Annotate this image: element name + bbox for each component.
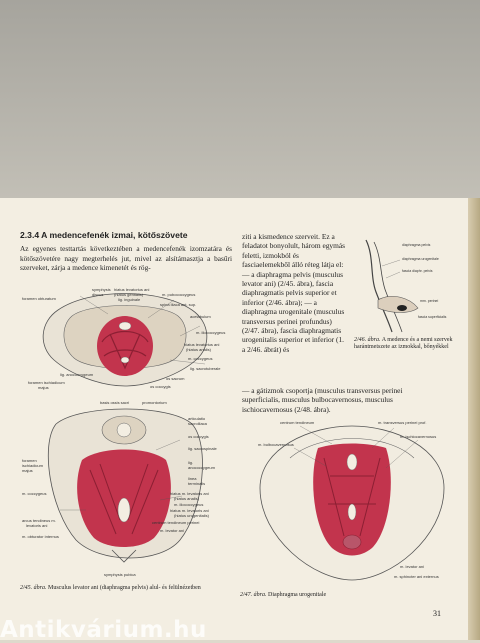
label-m-ischiocavernosus: m. ischiocavernosus — [400, 434, 437, 439]
label-hiatus-m-levatoris-2: hiatus m. levatoris ani — [170, 508, 209, 513]
label-spina-iliaca: spina iliaca ant. sup. — [160, 302, 197, 307]
label-centrum-tendineum: centrum tendineum perinei — [152, 520, 200, 525]
label-m-transversus-perinei: m. transversus perinei prof. — [378, 420, 427, 425]
caption-2-47 — [240, 592, 326, 598]
label-hiatus-m-levatoris: hiatus m. levatoris ani — [170, 491, 209, 496]
label-promontorium: promontorium — [142, 400, 167, 405]
label-terminalis: terminalis — [188, 481, 206, 486]
label-arcus-tendineus: arcus tendineus m. — [22, 518, 56, 523]
caption-2-45-text: Musculus levator ani (diaphragma pelvis) alul- és felülnézetben — [48, 585, 201, 591]
label-majus: majus — [38, 385, 49, 390]
label-lig-sacrospinale: lig. sacrospinale — [188, 446, 217, 451]
caption-2-45-number: 2/45. ábra. — [20, 585, 47, 591]
section-heading: 2.3.4 A medencefenék izmai, kötőszövete — [20, 230, 188, 240]
background-above-book — [0, 0, 480, 198]
label-hiatus-genitalis: (hiatus genitalis) — [114, 292, 144, 297]
caption-2-45 — [20, 585, 232, 591]
label-lig-anococcygeum: lig. anococcygeum — [60, 372, 94, 377]
label-levatoris-ani: levatoris ani — [26, 523, 48, 528]
page-edge — [468, 198, 480, 640]
figure-2-47 — [240, 418, 462, 588]
label-m-bulbocavernosus: m. bulbocavernosus — [258, 442, 294, 447]
label-os-sacrum: os sacrum — [166, 376, 185, 381]
label-foramen-obturatum: foramen obturatum — [22, 296, 56, 301]
label-fascia-diaphr-pelvis: fascia diaphr. pelvis — [402, 269, 433, 273]
label-mm-perinei: mm. perinei — [420, 299, 439, 303]
label-m-levator-ani: m. levator ani — [400, 564, 425, 569]
label-hiatus-urogenitalis: (hiatus urogenitalis) — [174, 513, 209, 518]
figure-2-45-bottom — [20, 400, 232, 580]
body-paragraph: ziti a kismedence szerveit. Ez a feladatot bonyolult, három egymás feletti, izmokból és fasciaelemekből álló réteg látja el: — a diaphragma pelvis (musculus levator ani) (2/45. ábra), fascia diaphragmatis pelvis superior et inferior (2/46. ábra); — a diaphragma urogenitale (musculus transversus perinei profundus) (2/47. ábra), fascia diaphragmatis urogenitalis superior et inferior (1. a 2/46. ábrát) és — [242, 232, 346, 354]
label-acetabulum: acetabulum — [190, 314, 211, 319]
label-hiatus-analis: (hiatus analis) — [186, 347, 211, 352]
label-os-coccygis: os coccygis — [188, 434, 209, 439]
label-hiatus-levatorius: hiatus levatorius ani — [114, 287, 150, 292]
figure-2-46 — [352, 236, 448, 336]
label-m-levator-ani: m. levator ani — [160, 528, 185, 533]
label-foramen: foramen — [22, 458, 37, 463]
caption-2-46-number: 2/46. ábra. — [354, 337, 381, 343]
label-lig-inguinale: lig. inguinale — [118, 297, 141, 302]
label-fascia-superficialis: fascia superficialis — [418, 315, 447, 319]
label-basis-ossis-sacri: basis ossis sacri — [100, 400, 130, 405]
page-number: 31 — [433, 609, 441, 618]
label-sacroiliaca: sacroiliaca — [188, 421, 207, 426]
label-linea: linea — [188, 476, 197, 481]
label-m-sphincter-ani: m. sphincter ani externus — [394, 574, 439, 579]
label-diaphragma-urogenitale: diaphragma urogenitale — [402, 257, 439, 261]
label-m-obturator-internus: m. obturator internus — [22, 534, 59, 539]
label-majus-2: majus — [22, 468, 33, 473]
figure-2-45-top — [20, 286, 232, 396]
watermark: Antikvárium.hu — [0, 617, 207, 643]
label-symphysis-pubica: symphysis pubica — [104, 572, 136, 577]
label-foramen-ischiadicum: foramen ischiadicum — [28, 380, 65, 385]
label-lig-sacrotuberale: lig. sacrotuberale — [190, 366, 221, 371]
label-m-iliococcygeus: m. iliococcygeus — [174, 502, 204, 507]
label-m-pubococcygeus: m. pubococcygeus — [162, 292, 196, 297]
label-m-coccygeus: m. coccygeus — [22, 491, 47, 496]
label-anococcygeum: anococcygeum — [188, 465, 215, 470]
label-symphysis: symphysis — [92, 287, 111, 292]
label-hiatus-levatorius-2: hiatus levatorius ani — [184, 342, 220, 347]
label-hiatus-analis: (hiatus analis) — [174, 496, 199, 501]
caption-2-47-number: 2/47. ábra. — [240, 592, 267, 598]
label-discus: discus — [92, 292, 104, 297]
caption-2-46-text: A medence és a nemi szervek harántmetszete az izmokkal, bőnyékkel — [354, 337, 453, 350]
intro-paragraph: Az egyenes testtartás következtében a medencefenék izomzatára és kötőszövetére nagy megterhelés jut, mivel az alsítámasztja a basűri szerveket, zárja a medence kimenetét és rög- — [20, 244, 232, 273]
label-m-iliococcygeus: m. iliococcygeus — [196, 330, 226, 335]
caption-2-46 — [354, 337, 454, 351]
label-diaphragma-pelvis: diaphragma pelvis — [402, 243, 431, 247]
caption-2-47-text: Diaphragma urogenitale — [268, 592, 327, 598]
body-paragraph-continued: — a gátizmok csoportja (musculus transversus perinei superficialis, musculus bulbocavernosus, musculus ischiocavernosus (2/48. ábra). — [242, 386, 403, 414]
label-m-coccygeus: m. coccygeus — [188, 356, 213, 361]
label-articulatio: articulatio — [188, 416, 206, 421]
label-lig: lig. — [188, 460, 194, 465]
label-centrum-tendineum: centrum tendineum — [280, 420, 315, 425]
label-ischiadicum: ischiadicum — [22, 463, 43, 468]
label-os-coccygis: os coccygis — [150, 384, 171, 389]
